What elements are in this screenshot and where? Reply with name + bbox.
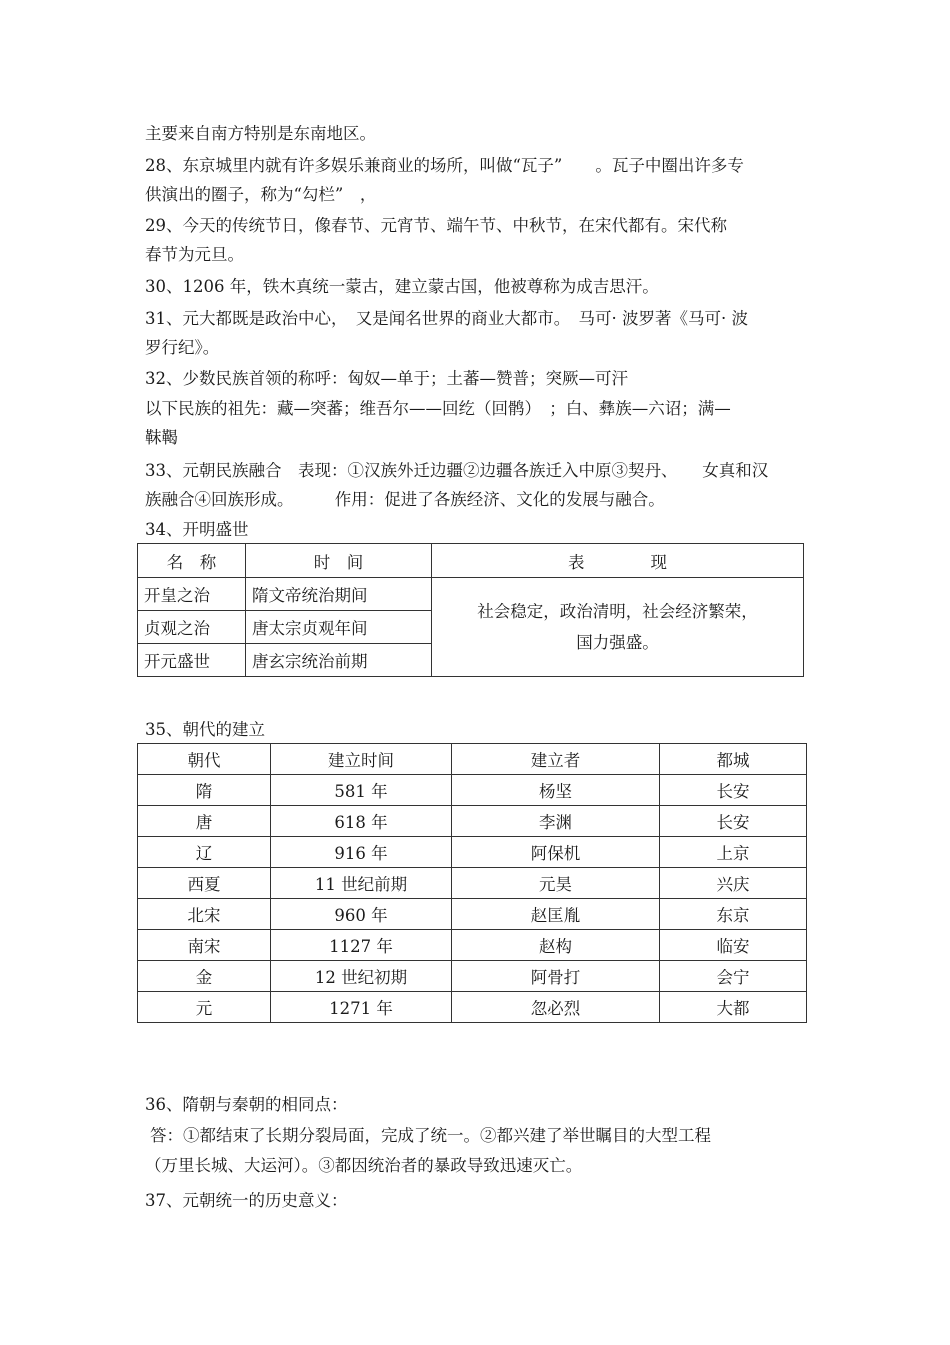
prosperous-eras-table <box>137 543 804 677</box>
cell-founder: 阿保机 <box>452 837 660 868</box>
text-line: 罗行纪》。 <box>145 338 220 357</box>
table-row <box>138 775 807 806</box>
cell-founding-time: 916 年 <box>271 837 452 868</box>
performance-line-1: 社会稳定，政治清明，社会经济繁荣， <box>477 602 758 621</box>
cell-capital: 会宁 <box>660 961 807 992</box>
cell-founder: 赵匡胤 <box>452 899 660 930</box>
cell-dynasty: 北宋 <box>138 899 271 930</box>
text-line: 30、1206 年，铁木真统一蒙古，建立蒙古国，他被尊称为成吉思汗。 <box>145 277 659 296</box>
cell-dynasty: 隋 <box>138 775 271 806</box>
text-line: 29、今天的传统节日，像春节、元宵节、端午节、中秋节，在宋代都有。宋代称 <box>145 216 727 235</box>
table-row <box>138 961 807 992</box>
section-title-37: 37、元朝统一的历史意义： <box>145 1191 348 1210</box>
cell-capital: 大都 <box>660 992 807 1023</box>
cell-era-time: 唐玄宗统治前期 <box>246 644 432 677</box>
section-title-36: 36、隋朝与秦朝的相同点： <box>145 1095 348 1114</box>
text-line: 靺鞨 <box>145 428 178 447</box>
header-performance: 表 现 <box>432 544 804 578</box>
cell-era-name: 开元盛世 <box>138 644 246 677</box>
cell-founding-time: 1271 年 <box>271 992 452 1023</box>
table-row <box>138 868 807 899</box>
table-row <box>138 899 807 930</box>
section-title-35: 35、朝代的建立 <box>145 720 265 739</box>
cell-era-time: 唐太宗贞观年间 <box>246 611 432 644</box>
cell-dynasty: 金 <box>138 961 271 992</box>
table-row <box>138 806 807 837</box>
table-row <box>138 992 807 1023</box>
cell-dynasty: 辽 <box>138 837 271 868</box>
cell-capital: 上京 <box>660 837 807 868</box>
cell-capital: 兴庆 <box>660 868 807 899</box>
cell-founding-time: 11 世纪前期 <box>271 868 452 899</box>
cell-era-time: 隋文帝统治期间 <box>246 578 432 611</box>
cell-founder: 忽必烈 <box>452 992 660 1023</box>
cell-founding-time: 960 年 <box>271 899 452 930</box>
cell-founder: 元昊 <box>452 868 660 899</box>
cell-founder: 阿骨打 <box>452 961 660 992</box>
cell-founding-time: 618 年 <box>271 806 452 837</box>
cell-era-name: 开皇之治 <box>138 578 246 611</box>
cell-founding-time: 1127 年 <box>271 930 452 961</box>
text-line: 33、元朝民族融合 表现：①汉族外迁边疆②边疆各族迁入中原③契丹、 女真和汉 <box>145 461 769 480</box>
cell-founder: 杨坚 <box>452 775 660 806</box>
cell-founder: 赵构 <box>452 930 660 961</box>
cell-dynasty: 元 <box>138 992 271 1023</box>
cell-dynasty: 唐 <box>138 806 271 837</box>
answer-line: 答：①都结束了长期分裂局面，完成了统一。②都兴建了举世瞩目的大型工程 <box>150 1126 711 1145</box>
table-row <box>138 578 804 611</box>
cell-era-name: 贞观之治 <box>138 611 246 644</box>
cell-founding-time: 581 年 <box>271 775 452 806</box>
cell-capital: 东京 <box>660 899 807 930</box>
cell-capital: 临安 <box>660 930 807 961</box>
header-time: 时 间 <box>246 544 432 578</box>
text-line: 供演出的圈子，称为“勾栏” ， <box>145 185 377 204</box>
answer-line: （万里长城、大运河）。③都因统治者的暴政导致迅速灭亡。 <box>145 1156 583 1175</box>
header-founding-time: 建立时间 <box>271 744 452 775</box>
cell-capital: 长安 <box>660 775 807 806</box>
header-name: 名 称 <box>138 544 246 578</box>
dynasty-founding-table <box>137 743 807 1023</box>
table-header-row <box>138 744 807 775</box>
header-dynasty: 朝代 <box>138 744 271 775</box>
cell-founder: 李渊 <box>452 806 660 837</box>
text-line: 春节为元旦。 <box>145 245 244 264</box>
section-title-34: 34、开明盛世 <box>145 520 249 539</box>
cell-capital: 长安 <box>660 806 807 837</box>
cell-dynasty: 西夏 <box>138 868 271 899</box>
text-line: 28、东京城里内就有许多娱乐兼商业的场所，叫做“瓦子” 。瓦子中圈出许多专 <box>145 156 744 175</box>
cell-era-performance <box>432 578 804 677</box>
table-row <box>138 837 807 868</box>
text-line: 31、元大都既是政治中心， 又是闻名世界的商业大都市。 马可· 波罗著《马可· 波 <box>145 309 748 328</box>
performance-line-2: 国力强盛。 <box>576 633 659 652</box>
cell-dynasty: 南宋 <box>138 930 271 961</box>
text-line: 以下民族的祖先：藏—突蕃；维吾尔——回纥（回鹘） ；白、彝族—六诏；满— <box>145 399 731 418</box>
header-founder: 建立者 <box>452 744 660 775</box>
table-header-row <box>138 544 804 578</box>
text-line: 主要来自南方特别是东南地区。 <box>145 124 376 143</box>
text-line: 32、少数民族首领的称呼：匈奴—单于；土蕃—赞普；突厥—可汗 <box>145 369 628 388</box>
table-row <box>138 930 807 961</box>
header-capital: 都城 <box>660 744 807 775</box>
cell-founding-time: 12 世纪初期 <box>271 961 452 992</box>
text-line: 族融合④回族形成。 作用：促进了各族经济、文化的发展与融合。 <box>145 490 665 509</box>
